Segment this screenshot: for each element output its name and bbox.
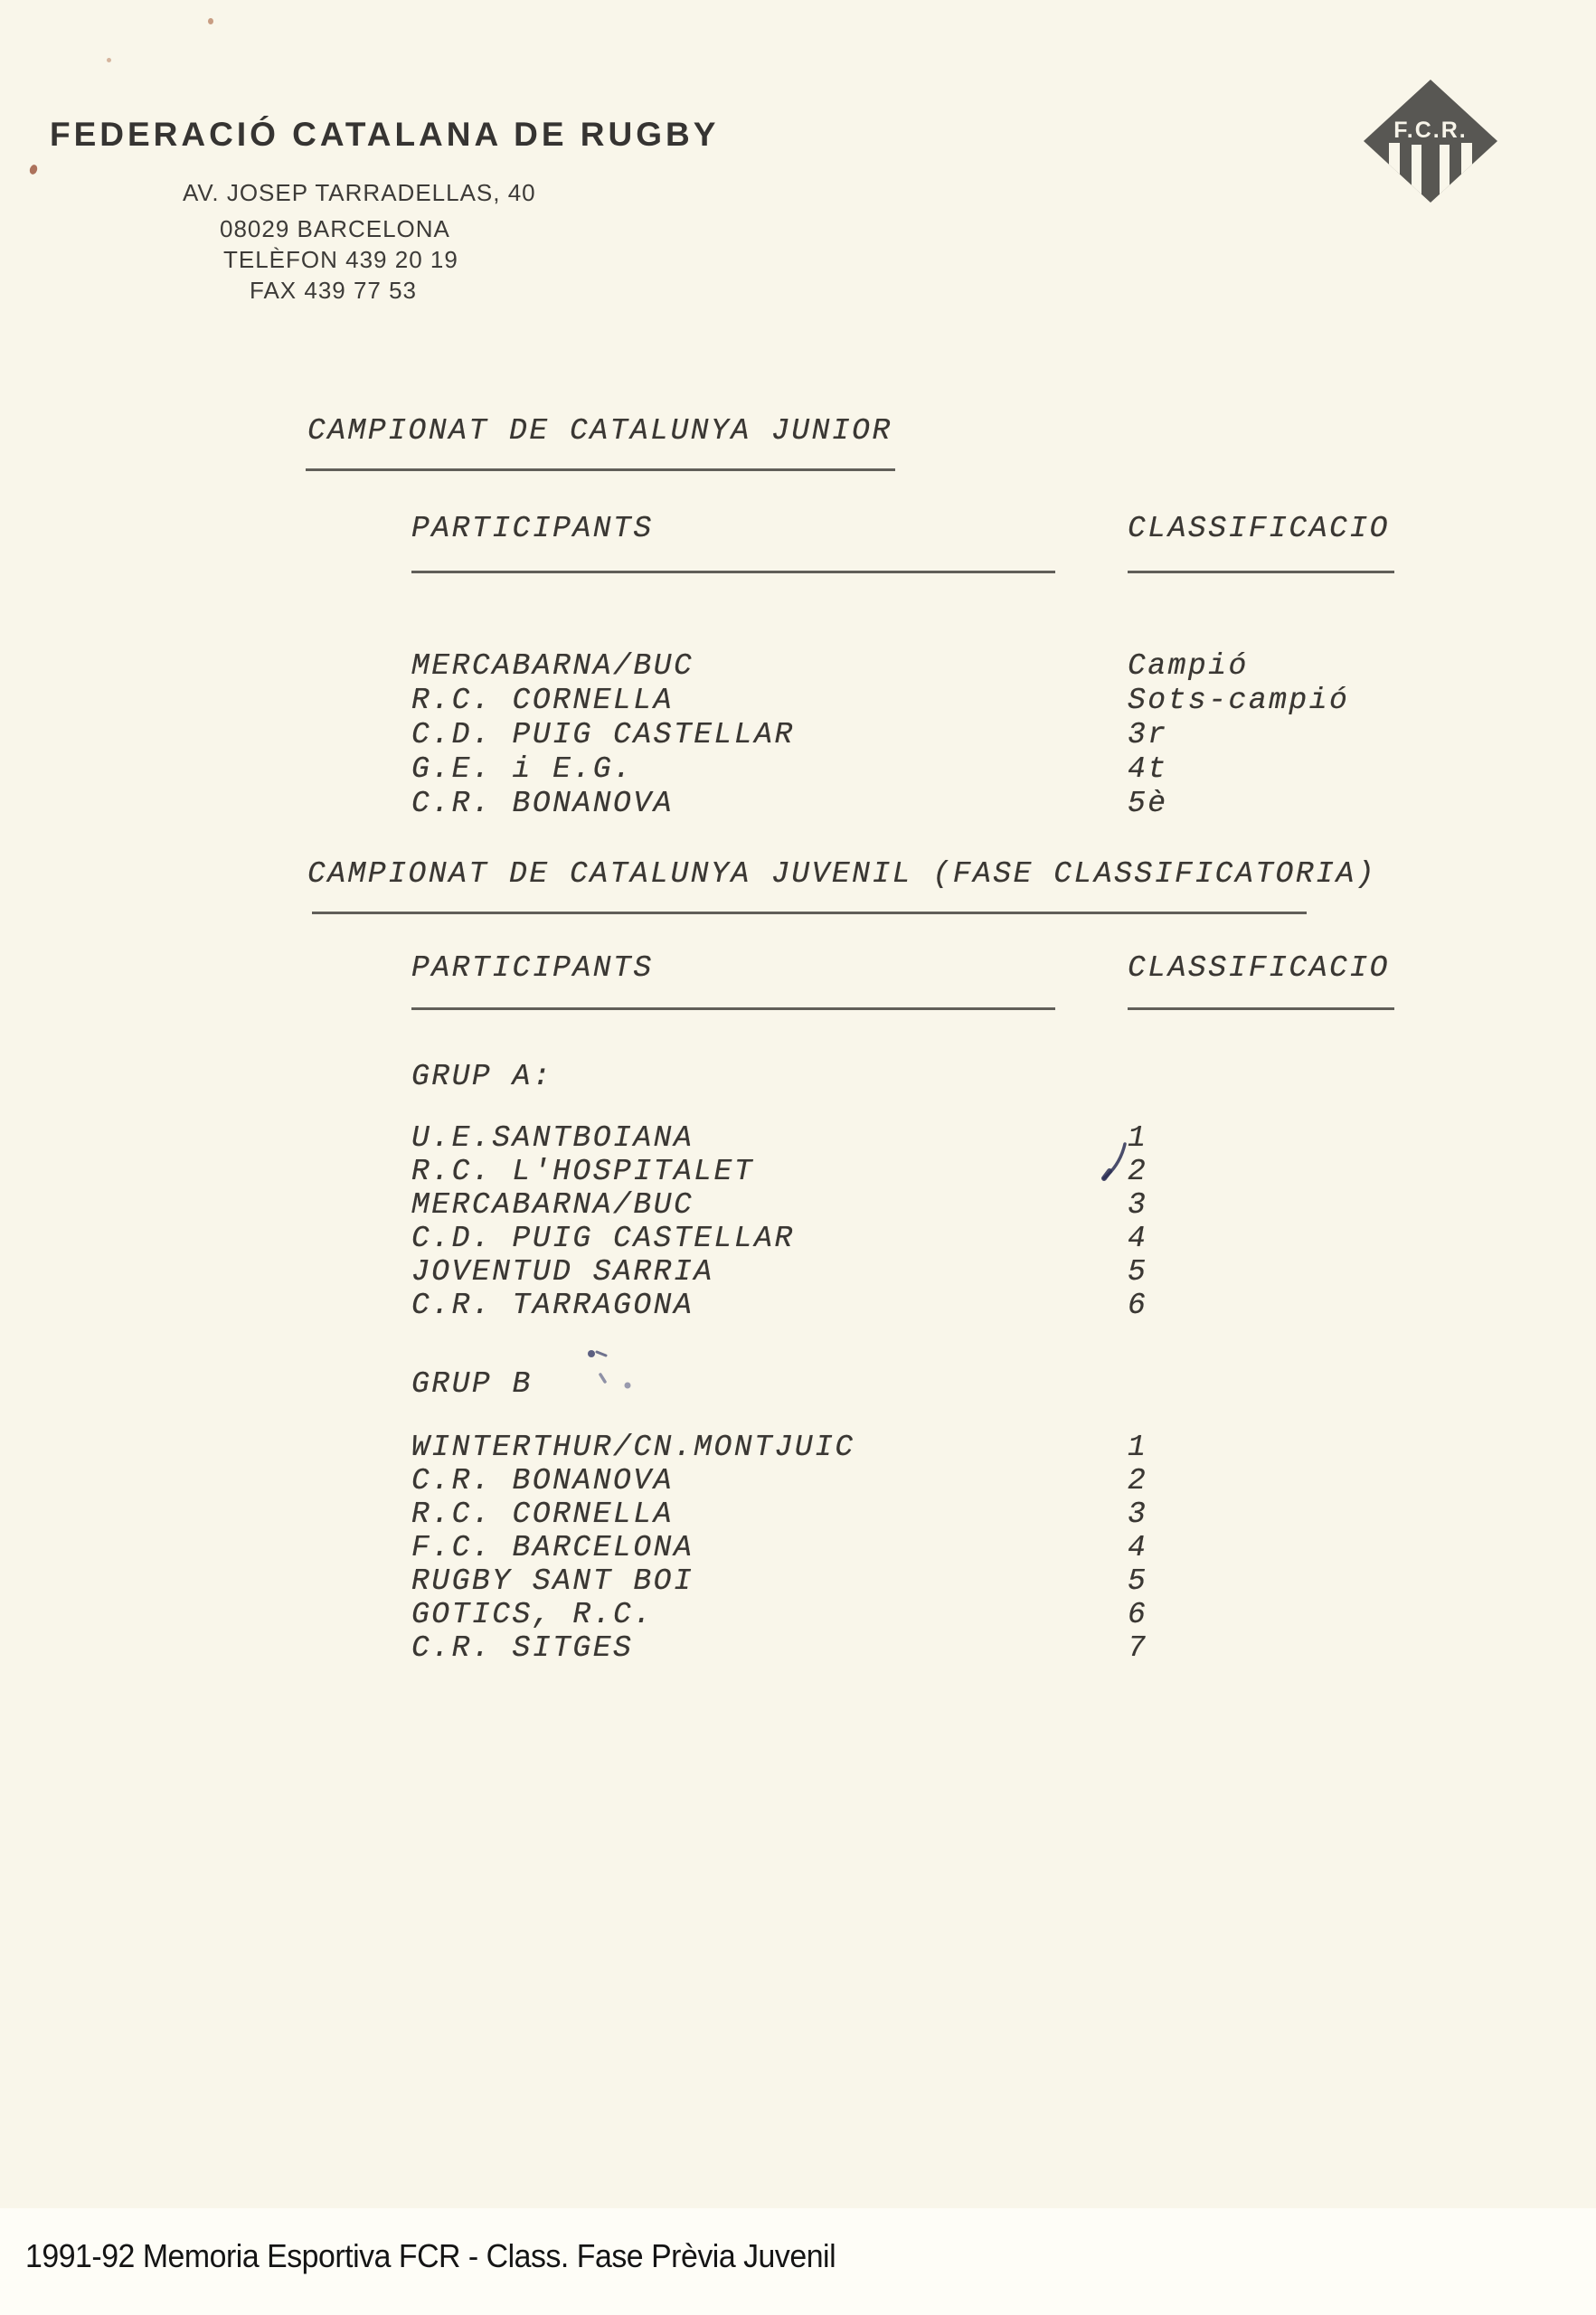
classification-value: 2 (1128, 1155, 1148, 1188)
participant-name: F.C. BARCELONA (411, 1531, 694, 1564)
classification-value: 4 (1128, 1531, 1148, 1564)
junior-classificacio-underline (1128, 571, 1394, 573)
classification-value: 3 (1128, 1498, 1148, 1531)
grup-a-table (411, 1121, 1147, 1322)
participant-name: C.D. PUIG CASTELLAR (411, 718, 795, 751)
table-row (411, 1431, 1147, 1464)
classification-value: 1 (1128, 1121, 1148, 1155)
classification-value: 1 (1128, 1431, 1148, 1464)
table-row (411, 752, 1349, 787)
participant-name: G.E. i E.G. (411, 752, 634, 786)
participant-name: C.R. BONANOVA (411, 1464, 674, 1498)
table-row (411, 1598, 1147, 1631)
classification-value: Campió (1128, 649, 1249, 683)
juvenil-section-title: CAMPIONAT DE CATALUNYA JUVENIL (FASE CLASSIFICATORIA) (307, 857, 1377, 891)
participant-name: R.C. CORNELLA (411, 684, 674, 717)
participant-name: C.D. PUIG CASTELLAR (411, 1222, 795, 1255)
table-row (411, 1498, 1147, 1531)
table-row (411, 1464, 1147, 1498)
juvenil-col-participants: PARTICIPANTS (411, 951, 654, 985)
junior-participants-underline (411, 571, 1055, 573)
participant-name: C.R. SITGES (411, 1631, 634, 1665)
juvenil-col-classificacio: CLASSIFICACIO (1128, 951, 1390, 985)
participant-name: MERCABARNA/BUC (411, 1188, 694, 1222)
classification-value: 5 (1128, 1564, 1148, 1598)
paper-speck (28, 164, 38, 175)
letterhead-address-city: 08029 BARCELONA (220, 215, 450, 242)
classification-value: 4t (1128, 752, 1168, 786)
paper-speck (208, 18, 213, 24)
classification-value: 3 (1128, 1188, 1148, 1222)
table-row (411, 1121, 1147, 1155)
participant-name: R.C. L'HOSPITALET (411, 1155, 755, 1188)
table-row (411, 1222, 1147, 1255)
classification-value: 6 (1128, 1289, 1148, 1322)
table-row (411, 1631, 1147, 1665)
letterhead-address-street: AV. JOSEP TARRADELLAS, 40 (183, 179, 536, 206)
table-row (411, 1188, 1147, 1222)
participant-name: GOTICS, R.C. (411, 1598, 654, 1631)
classification-value: 6 (1128, 1598, 1148, 1631)
classification-value: 7 (1128, 1631, 1148, 1665)
participant-name: MERCABARNA/BUC (411, 649, 694, 683)
junior-col-participants: PARTICIPANTS (411, 512, 654, 545)
grup-a-heading: GRUP A: (411, 1060, 553, 1093)
paper-speck (107, 58, 111, 62)
participant-name: C.R. BONANOVA (411, 787, 674, 820)
table-row (411, 1155, 1147, 1188)
fcr-diamond-stripes-logo-icon (1362, 78, 1499, 204)
fcr-logo-text: F.C.R. (1393, 118, 1468, 143)
table-row (411, 649, 1349, 684)
letterhead-address-fax: FAX 439 77 53 (250, 277, 418, 304)
junior-table (411, 649, 1349, 821)
participant-name: U.E.SANTBOIANA (411, 1121, 694, 1155)
letterhead-org-name: FEDERACIÓ CATALANA DE RUGBY (50, 116, 720, 153)
classification-value: 3r (1128, 718, 1168, 751)
classification-value: 5 (1128, 1255, 1148, 1289)
table-row (411, 718, 1349, 752)
junior-col-classificacio: CLASSIFICACIO (1128, 512, 1390, 545)
participant-name: WINTERTHUR/CN.MONTJUIC (411, 1431, 855, 1464)
archive-caption: 1991-92 Memoria Esportiva FCR - Class. Fase Prèvia Juvenil (25, 2237, 836, 2274)
classification-value: 4 (1128, 1222, 1148, 1255)
participant-name: RUGBY SANT BOI (411, 1564, 694, 1598)
juvenil-classificacio-underline (1128, 1007, 1394, 1010)
participant-name: JOVENTUD SARRIA (411, 1255, 714, 1289)
table-row (411, 1531, 1147, 1564)
classification-value: Sots-campió (1128, 684, 1350, 717)
classification-value: 5è (1128, 787, 1168, 820)
pen-scribble-marks (581, 1346, 646, 1396)
junior-title-underline (306, 468, 895, 471)
junior-section-title: CAMPIONAT DE CATALUNYA JUNIOR (307, 414, 892, 448)
classification-value: 2 (1128, 1464, 1148, 1498)
table-row (411, 1564, 1147, 1598)
participant-name: R.C. CORNELLA (411, 1498, 674, 1531)
table-row (411, 1255, 1147, 1289)
table-row (411, 1289, 1147, 1322)
juvenil-title-underline (312, 912, 1307, 914)
letterhead-address-phone: TELÈFON 439 20 19 (223, 246, 458, 273)
grup-b-heading: GRUP B (411, 1367, 533, 1401)
pen-check-mark (1098, 1141, 1130, 1185)
table-row (411, 787, 1349, 821)
participant-name: C.R. TARRAGONA (411, 1289, 694, 1322)
grup-b-table (411, 1431, 1147, 1665)
juvenil-participants-underline (411, 1007, 1055, 1010)
table-row (411, 684, 1349, 718)
